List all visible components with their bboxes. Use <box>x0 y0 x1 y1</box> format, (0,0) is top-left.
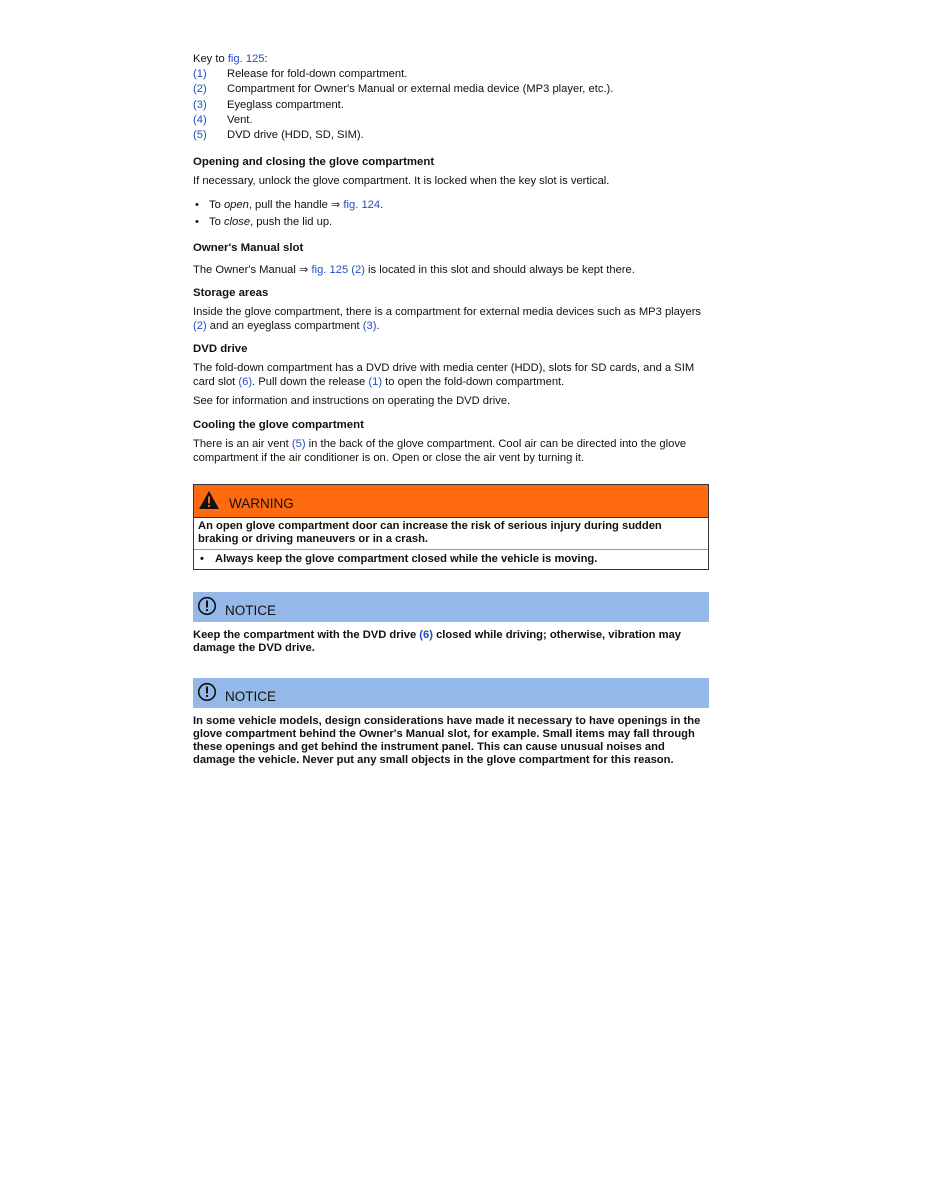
notice-exclamation-icon <box>197 682 217 705</box>
ref-5-link[interactable]: (5) <box>291 438 306 451</box>
key-item <box>193 128 709 143</box>
fig-124-link[interactable]: fig. 124 <box>343 198 381 211</box>
warning-header <box>194 485 708 518</box>
notice-text: In some vehicle models, design considerations have made it necessary to have openings in the glove compartment behind the Owner's Manual slot, for example. Small items may fall through these openings and get behind the instrument panel. This can cause unusual noises and damage the vehicle. Never put any small objects in the glove compartment for this reason. <box>193 715 701 767</box>
opening-bullets <box>193 197 709 231</box>
key-item-text: Compartment for Owner's Manual or external media device (MP3 player, etc.). <box>227 83 614 96</box>
dvd-heading: DVD drive <box>193 343 248 356</box>
key-item-text: Vent. <box>227 113 253 126</box>
manual-page <box>193 52 709 767</box>
warning-label: WARNING <box>229 496 294 512</box>
ref-6-link[interactable]: (6) <box>419 629 433 642</box>
key-item-text: DVD drive (HDD, SD, SIM). <box>227 129 364 142</box>
warning-triangle-icon <box>198 490 220 513</box>
opening-heading: Opening and closing the glove compartment <box>193 156 435 169</box>
key-item-number[interactable]: (5) <box>193 129 207 142</box>
key-list <box>193 67 709 143</box>
key-item-number[interactable]: (4) <box>193 113 207 126</box>
storage-text: Inside the glove compartment, there is a compartment for external media devices such as MP3 players (2) and an eyeglass compartment (3). <box>193 306 702 332</box>
ref-6-link[interactable]: (6) <box>238 375 253 388</box>
storage-heading: Storage areas <box>193 287 269 300</box>
cooling-heading: Cooling the glove compartment <box>193 419 364 432</box>
dvd-text: The fold-down compartment has a DVD drive with media center (HDD), slots for SD cards, and a SIM card slot (6). Pull down the release (1) to open the fold-down compartment. <box>193 362 695 388</box>
cooling-text: There is an air vent (5) in the back of the glove compartment. Cool air can be directed into the glove compartment if the air conditioner is on. Open or close the air vent by turning it. <box>193 438 687 464</box>
dvd-info-text: See for information and instructions on operating the DVD drive. <box>193 394 511 407</box>
key-item <box>193 113 709 128</box>
notice-label: NOTICE <box>225 688 277 704</box>
key-item-text: Release for fold-down compartment. <box>227 68 408 80</box>
key-item-number[interactable]: (2) <box>193 83 207 96</box>
warning-box <box>193 484 709 570</box>
notice-header <box>193 678 709 708</box>
key-item-number[interactable]: (3) <box>193 98 207 111</box>
fig-125-2-link[interactable]: fig. 125 (2) <box>311 263 365 276</box>
manual-slot-text: The Owner's Manual ⇒ fig. 125 (2) is located in this slot and should always be kept there. <box>193 263 635 276</box>
warning-body <box>194 518 708 569</box>
notice-header <box>193 592 709 622</box>
key-item <box>193 67 709 82</box>
fig-125-link[interactable]: fig. 125 <box>227 53 265 65</box>
manual-slot-heading: Owner's Manual slot <box>193 241 304 254</box>
open-bullet: • To open, pull the handle ⇒ fig. 124. <box>193 197 709 214</box>
key-item-number[interactable]: (1) <box>193 68 207 80</box>
opening-text: If necessary, unlock the glove compartment. It is locked when the key slot is vertical. <box>193 175 610 188</box>
ref-1-link[interactable]: (1) <box>368 375 383 388</box>
key-title: Key to fig. 125: <box>193 53 268 65</box>
notice-label: NOTICE <box>225 602 277 618</box>
warning-text: An open glove compartment door can increase the risk of serious injury during sudden braking or driving maneuvers or in a crash. <box>198 520 662 546</box>
notice-box-openings <box>193 678 709 767</box>
key-item <box>193 98 709 113</box>
key-item-text: Eyeglass compartment. <box>227 98 344 111</box>
warning-divider <box>194 549 708 550</box>
warning-bullet: • Always keep the glove compartment closed while the vehicle is moving. <box>198 552 704 566</box>
close-bullet: • To close, push the lid up. <box>193 214 709 231</box>
ref-2-link[interactable]: (2) <box>193 319 207 332</box>
notice-text: Keep the compartment with the DVD drive (6) closed while driving; otherwise, vibration may damage the DVD drive. <box>193 629 682 655</box>
notice-exclamation-icon <box>197 596 217 619</box>
ref-3-link[interactable]: (3) <box>362 319 377 332</box>
key-item <box>193 82 709 97</box>
notice-box-dvd <box>193 592 709 655</box>
